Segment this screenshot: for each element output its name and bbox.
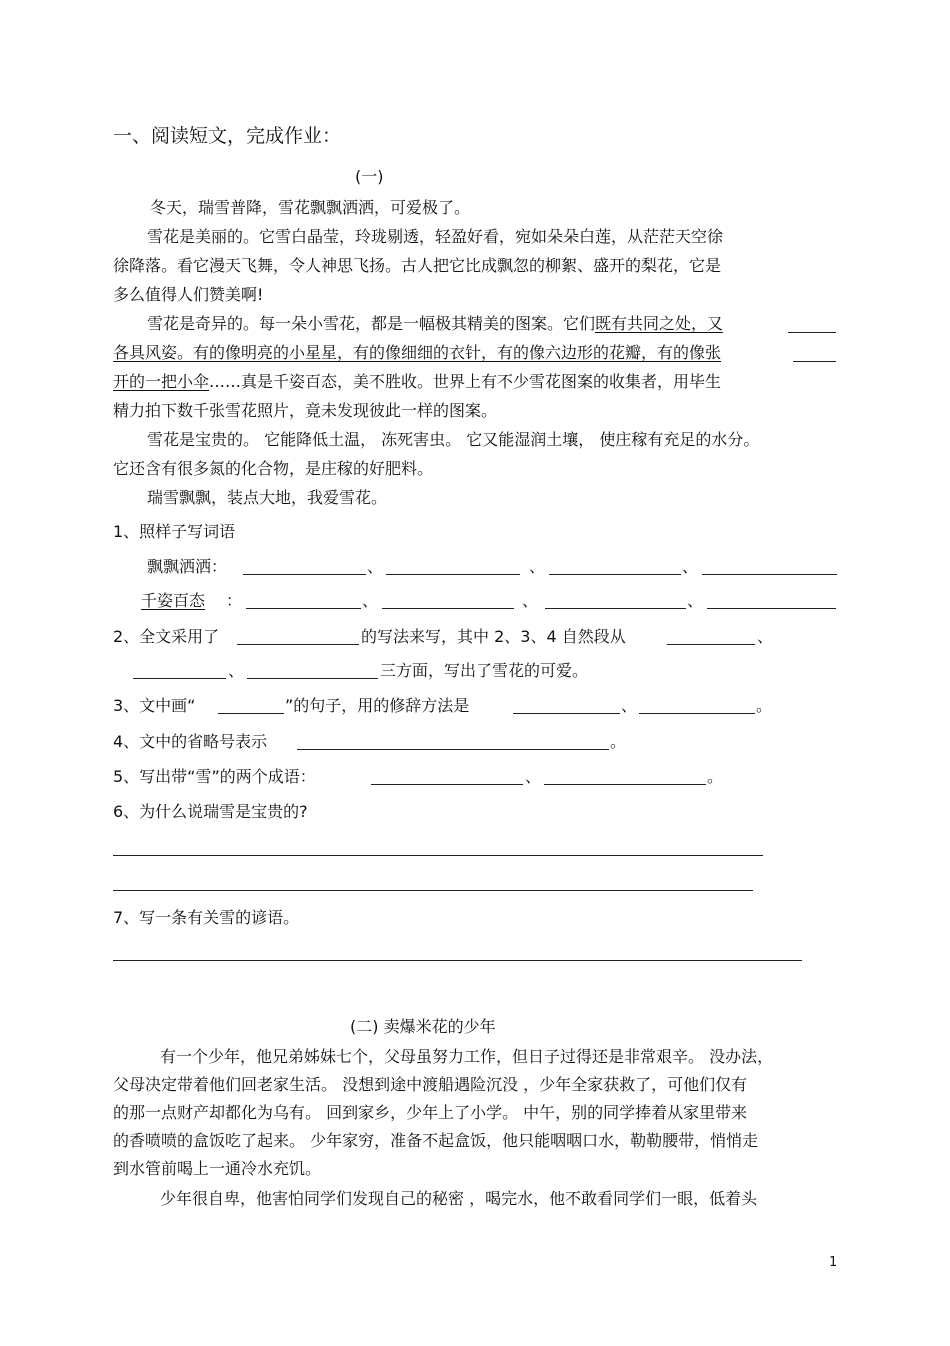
q1-row2-blank-1[interactable] [246,608,361,609]
question-2-part-3: 三方面，写出了雪花的可爱。 [380,661,589,680]
question-1-example-2-colon: ： [226,591,243,610]
q1-row2-sep-3: 、 [687,591,704,610]
q3-sep: 、 [621,696,638,715]
underline-extension-2 [793,361,836,362]
q1-row1-blank-3[interactable] [549,574,681,575]
passage-1-p2-line-2: 徐降落。看它漫天飞舞，令人神思飞扬。古人把它比成飘忽的柳絮、盛开的梨花，它是 [113,256,722,275]
q7-answer-line[interactable] [113,960,802,961]
passage-1-p2-line-1: 雪花是美丽的。它雪白晶莹，玲珑剔透，轻盈好看，宛如朵朵白莲，从茫茫天空徐 [147,227,724,246]
passage-2-line-6: 少年很自卑，他害怕同学们发现自己的秘密 ，喝完水，他不敢看同学们一眼，低着头 [160,1189,758,1208]
q1-row1-sep-2: 、 [529,557,546,576]
q1-row1-sep-3: 、 [682,557,699,576]
q6-answer-line-1[interactable] [113,855,763,856]
passage-1-paragraph-5: 瑞雪飘飘，装点大地，我爱雪花。 [147,488,388,507]
p3-line-3-text: ……真是千姿百态，美不胜收。世界上有不少雪花图案的收集者，用毕生 [209,372,722,391]
passage-1-p3-line-1 [147,314,723,334]
q6-answer-line-2[interactable] [113,890,753,891]
page-number: 1 [829,1255,838,1270]
q1-row2-sep-1: 、 [362,591,379,610]
passage-1-p4-line-1: 雪花是宝贵的。 它能降低土温， 冻死害虫。 它又能湿润土壤， 使庄稼有充足的水分。 [147,430,760,449]
passage-1-p4-line-2: 它还含有很多氮的化合物，是庄稼的好肥料。 [113,459,434,478]
passage-1-paragraph-1: 冬天，瑞雪普降，雪花飘飘洒洒，可爱极了。 [150,198,471,217]
question-7: 7、写一条有关雪的谚语。 [113,908,300,927]
q1-row2-blank-3[interactable] [545,608,686,609]
question-4: 4、文中的省略号表示 [113,732,268,751]
q5-sep: 、 [525,767,542,786]
question-2-part-1: 2、全文采用了 [113,627,220,646]
q3-blank-2[interactable] [513,713,620,714]
underlined-sentence-part-2: 各具风姿。有的像明亮的小星星，有的像细细的衣针，有的像六边形的花瓣，有的像张 [113,343,722,362]
q1-row1-sep-1: 、 [367,557,384,576]
q1-row2-sep-2: 、 [522,591,539,610]
q2-blank-4[interactable] [247,678,378,679]
passage-2-line-3: 的那一点财产却都化为乌有。 回到家乡，少年上了小学。 中午，别的同学捧着从家里带来 [113,1103,748,1122]
question-2-part-2: 的写法来写，其中 2、3、4 自然段从 [361,627,626,646]
passage-2-line-5: 到水管前喝上一通冷水充饥。 [113,1159,322,1178]
passage-2-line-4: 的香喷喷的盒饭吃了起来。 少年家穷，准备不起盒饭，他只能咽咽口水，勒勒腰带，悄悄走 [113,1131,759,1150]
question-1: 1、照样子写词语 [113,522,236,541]
question-1-example-1: 飘飘洒洒： [147,557,228,576]
q5-end: 。 [707,767,724,786]
q2-blank-1[interactable] [237,644,359,645]
question-6: 6、为什么说瑞雪是宝贵的? [113,802,308,821]
q5-blank-1[interactable] [371,784,523,785]
q1-row1-blank-4[interactable] [702,574,837,575]
q1-row2-blank-2[interactable] [382,608,514,609]
passage-1-p3-line-3 [113,372,721,392]
underlined-sentence-part-3: 开的一把小伞 [113,372,210,391]
p3-line-1-text: 雪花是奇异的。每一朵小雪花，都是一幅极其精美的图案。它们 [147,314,596,333]
passage-2-title: (二) 卖爆米花的少年 [350,1017,496,1036]
passage-1-p3-line-4: 精力拍下数千张雪花照片，竟未发现彼此一样的图案。 [113,401,498,420]
passage-2-line-2: 父母决定带着他们回老家生活。 没想到途中渡船遇险沉没 ，少年全家获救了，可他们仅有 [113,1075,748,1094]
question-1-example-2: 千姿百态 [141,591,206,610]
q1-row1-blank-2[interactable] [386,574,520,575]
passage-1-p2-line-3: 多么值得人们赞美啊! [113,285,264,304]
section-heading: 一、阅读短文，完成作业： [113,125,342,147]
q4-end: 。 [610,732,627,751]
passage-2-line-1: 有一个少年，他兄弟姊妹七个，父母虽努力工作，但日子过得还是非常艰辛。 没办法， [160,1047,774,1066]
q4-blank[interactable] [297,749,609,750]
question-3-part-2: ”的句子，用的修辞方法是 [285,696,470,715]
q2-blank-2[interactable] [667,644,755,645]
q2-sep-1: 、 [757,627,774,646]
q1-row2-blank-4[interactable] [707,608,836,609]
q2-blank-3[interactable] [133,678,226,679]
question-5: 5、写出带“雪”的两个成语： [113,767,316,786]
q3-blank-3[interactable] [639,713,755,714]
q3-end: 。 [756,696,773,715]
underlined-sentence-part-1: 既有共同之处，又 [595,314,724,333]
q3-blank-1[interactable] [218,713,284,714]
q2-sep-2: 、 [228,661,245,680]
question-3-part-1: 3、文中画“ [113,696,196,715]
q5-blank-2[interactable] [544,784,706,785]
q1-row1-blank-1[interactable] [243,574,366,575]
underline-extension-1 [788,332,836,333]
passage-1-number: (一) [355,167,384,186]
